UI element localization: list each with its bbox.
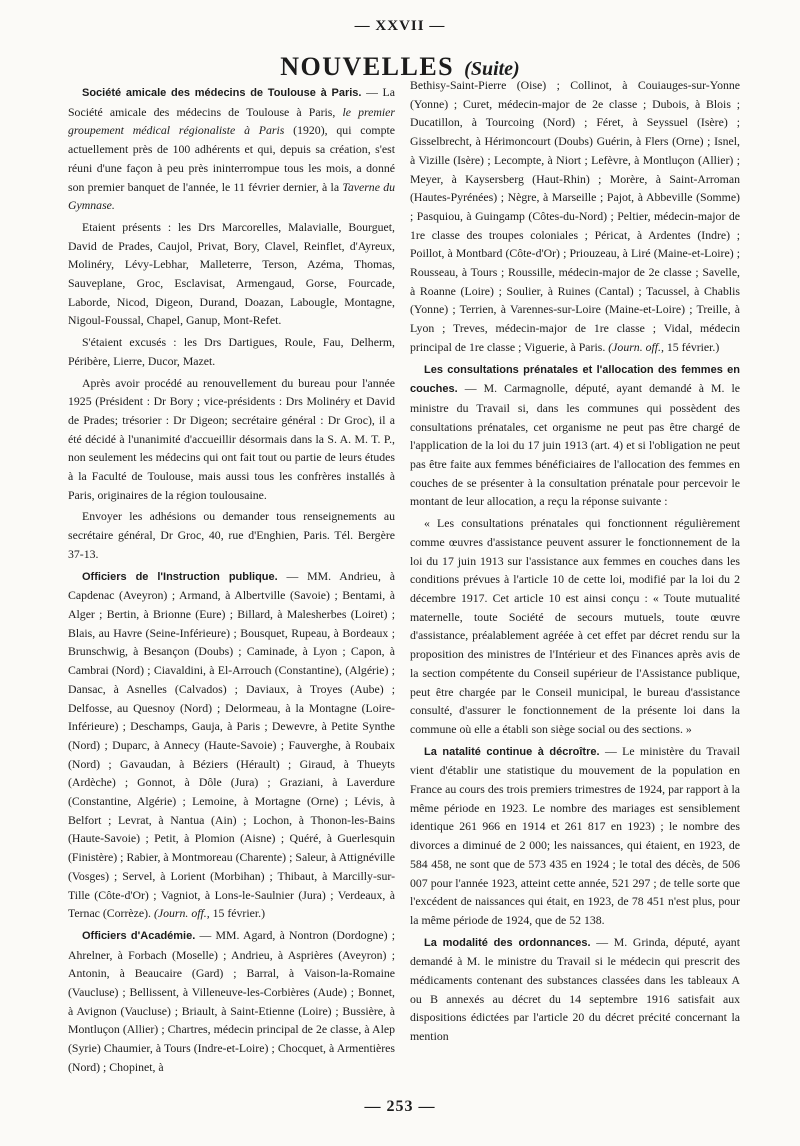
- paragraph-natalite: La natalité continue à décroître. — Le ministère du Travail vient d'établir une statistique du mouvement de la population en France au cours des trois premiers trimestres de 1924, par rapport à la même période en 1923. Le nombre des mariages est sensiblement identique 261 966 en 1914 et 261 817 en 1923) ; le nombre des divorces a diminué de 2 000; les naissances, qui étaient, en 1923, de 584 458, ne sont que de 573 435 en 1924 ; le total des décès, de 506 007 pour l'année 1923, atteint cette année, 521 297 ; de telle sorte que l'excédent de naissances qui était, en 1923, de 78 451 n'est plus, pour la même période de 1924, que de 52 138.: [410, 743, 740, 927]
- title-suite: (Suite): [464, 58, 520, 80]
- paragraph-adhesions: Envoyer les adhésions ou demander tous renseignements au secrétaire général, Dr Groc, 40, rue d'Enghien, Paris. Tél. Bergère 37-13.: [68, 509, 395, 561]
- paragraph-ordonnances: La modalité des ordonnances. — M. Grinda, député, ayant demandé à M. le ministre du Travail si le médecin qui prescrit des médicaments contenant des substances classées dans les tableaux A ou B annexés au décret du 14 septembre 1916 satisfait aux dispositions édictées par l'article 20 du décret précité concernant la mention: [410, 934, 740, 1044]
- heading-societe-amicale: Société amicale des médecins de Toulouse à Paris.: [82, 87, 362, 99]
- paragraph-presents: Etaient présents : les Drs Marcorelles, Malavialle, Bourguet, David de Prades, Caujol, Privat, Bory, Clavel, Reinflet, d'Ayreux, Molinéry, Lévy-Lebhar, Malleterre, Terson, Azéma, Thomas, Sauveplane, Groc, Esclavisat, Armengaud, Gorse, Fourcade, Laborde, Nicod, Digeon, Durand, Doazan, Labougle, Montagne, Nigoul-Foussal, Chapel, Ganup, Mont-Refet.: [68, 219, 395, 328]
- left-column: [68, 83, 395, 1080]
- paragraph-academie: Officiers d'Académie. — MM. Agard, à Nontron (Dordogne) ; Ahrelner, à Forbach (Moselle) ; Andrieu, à Asprières (Aveyron) ; Antonin, à Beaucaire (Gard) ; Barral, à Vaison-la-Romaine (Vaucluse) ; Bellissent, à Villeneuve-les-Corbières (Aude) ; Bonnet, à Avignon (Vaucluse) ; Briault, à Saint-Etienne (Loire) ; Bussière, à Montluçon (Allier) ; Chartres, médecin principal de 2e classe, à Alep (Syrie) Chaumier, à Tours (Indre-et-Loire) ; Chocquet, à Armentières (Nord) ; Chopinet, à: [68, 927, 396, 1074]
- heading-natalite: La natalité continue à décroître.: [424, 745, 600, 758]
- paragraph-excuses: S'étaient excusés : les Drs Dartigues, Roule, Fau, Delherm, Péribère, Lierre, Ducor, Mazet.: [68, 335, 395, 368]
- heading-consultations: Les consultations prénatales et l'allocation des femmes en couches.: [410, 363, 740, 396]
- right-column: [410, 76, 740, 1049]
- heading-instruction-publique: Officiers de l'Instruction publique.: [82, 570, 278, 583]
- heading-ordonnances: La modalité des ordonnances.: [424, 936, 591, 949]
- paragraph-bureau: Après avoir procédé au renouvellement du bureau pour l'année 1925 (Président : Dr Bory ; vice-présidents : Drs Molinéry et David de Prades; trésorier : Dr Digeon; secrétaire général : Dr Groc), il a été décidé à l'unanimité d'accueillir désormais dans la S. A. M. T. P., non seulement les médecins qui ont fait tout ou partie de leurs études à la Faculté de Toulouse, mais aussi tous les confrères installés à Paris, originaires de la région toulousaine.: [68, 375, 395, 502]
- paragraph-instruction-publique: Officiers de l'Instruction publique. — MM. Andrieu, à Capdenac (Aveyron) ; Armand, à Albertville (Savoie) ; Bentami, à Alger ; Bertin, à Brionne (Eure) ; Billard, à Malesherbes (Loiret) ; Blais, au Havre (Seine-Inférieure) ; Bousquet, Rupeau, à Bordeaux ; Brunschwig, à Besançon (Doubs) ; Caminade, à Lyon ; Capon, à Cambrai (Nord) ; Ciavaldini, à El-Arrouch (Constantine), (Algérie) ; Dansac, à Asnelles (Calvados) ; Daviaux, à Troyes (Aube) ; Delfosse, au Quesnoy (Nord) ; Delormeau, à la Montagne (Loire-Inférieure) ; Deschamps, Gauja, à Paris ; Dewevre, à Petite Synthe (Nord) ; Duparc, à Annecy (Haute-Savoie) ; Fauverghe, à Roubaix (Nord) ; Gavaudan, à Béziers (Hérault) ; Giraud, à Thueyts (Ardèche) ; Gonnot, à Dôle (Jura) ; Graziani, à Laverdure (Constantine, Algérie) ; Lemoine, à Mortagne (Orne) ; Lévis, à Belfort ; Levrat, à Nantua (Ain) ; Lochon, à Thonon-les-Bains (Haute-Savoie) ; Petit, à Plomion (Aisne) ; Quéré, à Guerlesquin (Finistère) ; Rabier, à Montmoreau (Charente) ; Saleur, à Attignéville (Vosges) ; Servel, à Lorient (Morbihan) ; Thibaut, à Marcilly-sur-Tille (Côte-d'Or) ; Vagniot, à Lons-le-Saulnier (Jura) ; Verdeaux, à Ternac (Corrèze). (Journ. off., 15 février.): [68, 568, 395, 921]
- paragraph-academie-continued: Bethisy-Saint-Pierre (Oise) ; Collinot, à Couiauges-sur-Yonne (Yonne) ; Curet, médecin-major de 2e classe ; Dubois, à Blois ; Ducatillon, à Tourcoing (Nord) ; Féret, à Seyssuel (Isère) ; Gisselbrecht, à Hérimoncourt (Doubs) Guérin, à Flers (Orne) ; Isnel, à Vizille (Isère) ; Lecompte, à Niort ; Lefèvre, à Montluçon (Allier) ; Meyer, à Kaysersberg (Haut-Rhin) ; Morère, à Saint-Arroman (Hautes-Pyrénées) ; Nègre, à Marseille ; Pajot, à Abbeville (Somme) ; Pasquiou, à Guingamp (Côtes-du-Nord) ; Peltier, médecin-major de 1re classe des troupes coloniales ; Péricat, à Ardentes (Indre) ; Poillot, à Montbard (Côte-d'Or) ; Priouzeau, à Liré (Maine-et-Loire) ; Rousseau, à Tours ; Roussille, médecin-major de 2e classe ; Savelle, à Roanne (Loire) ; Soulier, à Ruines (Cantal) ; Tacussel, à Chablis (Yonne) ; Terrien, à Varennes-sur-Loire (Maine-et-Loire) ; Treille, à Lyon ; Treves, médecin-major de 1re classe ; Vidal, médecin principal de 1re classe ; Viguerie, à Paris. (Journ. off., 15 février.): [410, 78, 740, 354]
- title-text: NOUVELLES: [280, 52, 455, 81]
- page-number: — 253 —: [364, 1098, 436, 1115]
- heading-academie: Officiers d'Académie.: [82, 929, 196, 942]
- paragraph-reponse-ministre: « Les consultations prénatales qui fonctionnent régulièrement comme œuvres d'assistance peuvent assurer le fonctionnement de la loi du 17 juin 1913 sur l'assistance aux femmes en couches dans les conditions prévues à l'article 10 de cette loi, modifié par la loi du 2 décembre 1917. Cet article 10 est ainsi conçu : « Toute mutualité maternelle, toute Société de secours mutuels, toute œuvre d'assistance, préalablement agréée à cet effet par décret rendu sur la proposition des ministres de l'Intérieur et des Finances après avis de la section compétente du Conseil supérieur de l'Assistance publique, peut être chargée par le Conseil municipal, le bureau d'assistance consulté, d'assurer le fonctionnement de la présente loi dans la commune où elle a établi son siège social ou des sections. »: [410, 516, 740, 736]
- page-roman-numeral: — XXVII —: [354, 18, 446, 34]
- paragraph-societe-amicale: Société amicale des médecins de Toulouse à Paris. — La Société amicale des médecins de Toulouse à Paris, le premier groupement médical régionaliste à Paris (1920), qui compte actuellement près de 100 adhérents et qui, depuis sa création, s'est réuni d'une façon à peu près ininterrompue tous les mois, a donné son premier banquet de l'année, le 11 février dernier, à la Taverne du Gymnase.: [68, 85, 396, 213]
- paragraph-consultations: Les consultations prénatales et l'allocation des femmes en couches. — M. Carmagnolle, député, ayant demandé à M. le ministre du Travail si, dans les communes qui possèdent des consultations prénatales, cet organisme ne peut pas être chargé de l'application de la loi du 17 juin 1913 (art. 4) et si l'obligation ne peut pas être faite aux femmes bénéficiaires de l'allocation des femmes en couches de se présenter à la consultation prénatale pour percevoir le montant de leur allocation, a reçu la réponse suivante :: [410, 363, 740, 509]
